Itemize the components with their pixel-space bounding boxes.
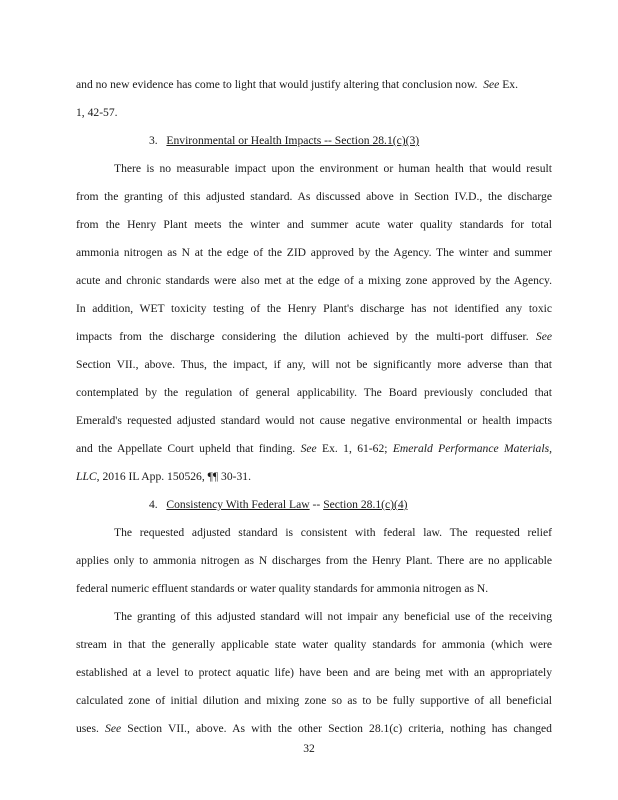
citation-signal: See xyxy=(300,442,317,455)
text-span: , 2016 IL App. 150526, ¶¶ 30-31. xyxy=(96,470,251,483)
paragraph-line: applies only to ammonia nitrogen as N discharges from the Henry Plant. There are no applicable xyxy=(76,554,552,567)
paragraph-line xyxy=(76,78,552,92)
heading-title: Environmental or Health Impacts -- Section 28.1(c)(3) xyxy=(166,134,420,147)
paragraph-line: In addition, WET toxicity testing of the Henry Plant's discharge has not identified any toxic xyxy=(76,302,552,315)
paragraph-line: The requested adjusted standard is consistent with federal law. The requested relief xyxy=(114,526,552,539)
paragraph-line: calculated zone of initial dilution and mixing zone so as to be fully supportive of all beneficial xyxy=(76,694,552,707)
paragraph-line xyxy=(76,470,552,484)
page-number: 32 xyxy=(303,742,315,755)
heading-section-ref: Section 28.1(c)(4) xyxy=(323,498,408,511)
paragraph-line xyxy=(76,442,552,456)
text-span: and the Appellate Court upheld that finding. xyxy=(76,442,296,455)
section-heading-3 xyxy=(149,134,419,148)
heading-number: 3. xyxy=(149,134,158,147)
text-span: impacts from the discharge considering the dilution achieved by the multi-port diffuser. xyxy=(76,330,529,343)
paragraph-line: ammonia nitrogen as N at the edge of the ZID approved by the Agency. The winter and summer xyxy=(76,246,552,259)
section-heading-4 xyxy=(149,498,408,512)
paragraph-line: stream in that the generally applicable state water quality standards for ammonia (which were xyxy=(76,638,552,651)
paragraph-line: from the granting of this adjusted standard. As discussed above in Section IV.D., the discharge xyxy=(76,190,552,203)
heading-separator: -- xyxy=(309,498,324,511)
citation-signal: See xyxy=(535,330,552,343)
text-span: and no new evidence has come to light that would justify altering that conclusion now. xyxy=(76,78,478,91)
heading-title: Consistency With Federal Law xyxy=(166,498,310,511)
paragraph-line: acute and chronic standards were also met at the edge of a mixing zone approved by the Agency. xyxy=(76,274,552,287)
paragraph-line: established at a level to protect aquatic life) have been and are being met with an appropriately xyxy=(76,666,552,679)
case-name: LLC xyxy=(76,470,97,483)
paragraph-line: 1, 42-57. xyxy=(76,106,118,119)
paragraph-line: federal numeric effluent standards or water quality standards for ammonia nitrogen as N. xyxy=(76,582,489,595)
text-span: Ex. 1, 61-62; xyxy=(322,442,388,455)
case-name: Emerald Performance Materials, xyxy=(392,442,552,455)
text-span: uses. xyxy=(76,722,99,735)
paragraph-line xyxy=(76,330,552,344)
text-span: Section VII., above. As with the other Section 28.1(c) criteria, nothing has changed xyxy=(127,722,552,735)
paragraph-line: There is no measurable impact upon the environment or human health that would result xyxy=(114,162,552,175)
citation-signal: See xyxy=(483,78,500,91)
paragraph-line: The granting of this adjusted standard will not impair any beneficial use of the receiving xyxy=(114,610,552,623)
paragraph-line: contemplated by the regulation of general applicability. The Board previously concluded that xyxy=(76,386,552,399)
paragraph-line xyxy=(76,722,552,736)
text-span: Ex. xyxy=(502,78,518,91)
paragraph-line: Section VII., above. Thus, the impact, if any, will not be significantly more adverse than that xyxy=(76,358,552,371)
paragraph-line: from the Henry Plant meets the winter and summer acute water quality standards for total xyxy=(76,218,552,231)
citation-signal: See xyxy=(105,722,122,735)
heading-number: 4. xyxy=(149,498,158,511)
paragraph-line: Emerald's requested adjusted standard would not cause negative environmental or health impacts xyxy=(76,414,552,427)
